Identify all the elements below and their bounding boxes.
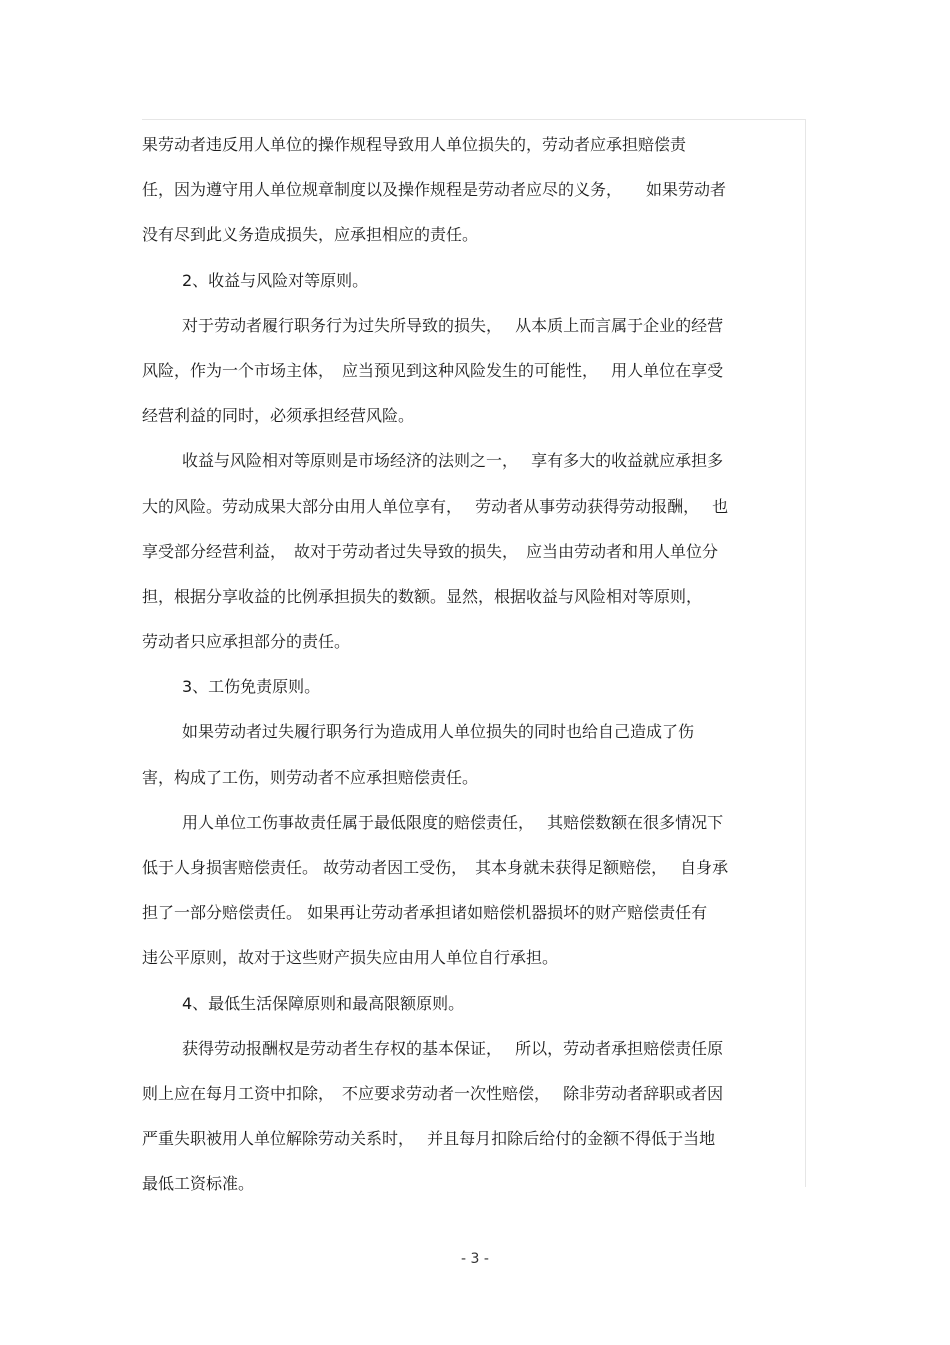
text-line: 大的风险。劳动成果大部分由用人单位享有， 劳动者从事劳动获得劳动报酬， 也 xyxy=(142,496,729,516)
text-line: 任，因为遵守用人单位规章制度以及操作规程是劳动者应尽的义务， 如果劳动者 xyxy=(142,180,727,200)
text-line: 害，构成了工伤，则劳动者不应承担赔偿责任。 xyxy=(142,767,479,787)
text-line: 果劳动者违反用人单位的操作规程导致用人单位损失的，劳动者应承担赔偿责 xyxy=(142,135,687,154)
text-line: 劳动者只应承担部分的责任。 xyxy=(142,632,351,652)
text-line: 收益与风险相对等原则是市场经济的法则之一， 享有多大的收益就应承担多 xyxy=(182,451,724,471)
text-line: 经营利益的同时，必须承担经营风险。 xyxy=(142,406,415,426)
text-line: 如果劳动者过失履行职务行为造成用人单位损失的同时也给自己造成了伤 xyxy=(182,722,695,742)
text-line: 没有尽到此义务造成损失，应承担相应的责任。 xyxy=(142,225,479,245)
text-line: 担了一部分赔偿责任。 如果再让劳动者承担诸如赔偿机器损坏的财产赔偿责任有 xyxy=(142,903,708,923)
text-line: 4、最低生活保障原则和最高限额原则。 xyxy=(182,993,465,1013)
text-line: 担，根据分享收益的比例承担损失的数额。显然，根据收益与风险相对等原则， xyxy=(142,586,703,606)
text-line: 用人单位工伤事故责任属于最低限度的赔偿责任， 其赔偿数额在很多情况下 xyxy=(182,812,724,832)
text-line: 最低工资标准。 xyxy=(142,1174,255,1194)
text-line: 违公平原则，故对于这些财产损失应由用人单位自行承担。 xyxy=(142,948,559,968)
text-line: 享受部分经营利益， 故对于劳动者过失导致的损失， 应当由劳动者和用人单位分 xyxy=(142,541,719,561)
document-body xyxy=(142,130,806,1215)
text-line: 2、收益与风险对等原则。 xyxy=(182,270,369,290)
page-number: - 3 - xyxy=(461,1251,489,1267)
text-line: 3、工伤免责原则。 xyxy=(182,677,321,697)
text-line: 获得劳动报酬权是劳动者生存权的基本保证， 所以，劳动者承担赔偿责任原 xyxy=(182,1038,724,1058)
text-line: 严重失职被用人单位解除劳动关系时， 并且每月扣除后给付的金额不得低于当地 xyxy=(142,1129,716,1149)
text-line: 则上应在每月工资中扣除， 不应要求劳动者一次性赔偿， 除非劳动者辞职或者因 xyxy=(142,1083,724,1103)
text-line: 对于劳动者履行职务行为过失所导致的损失， 从本质上而言属于企业的经营 xyxy=(182,315,724,335)
text-line: 低于人身损害赔偿责任。 故劳动者因工受伤， 其本身就未获得足额赔偿， 自身承 xyxy=(142,858,729,877)
text-line: 风险，作为一个市场主体， 应当预见到这种风险发生的可能性， 用人单位在享受 xyxy=(142,360,724,380)
